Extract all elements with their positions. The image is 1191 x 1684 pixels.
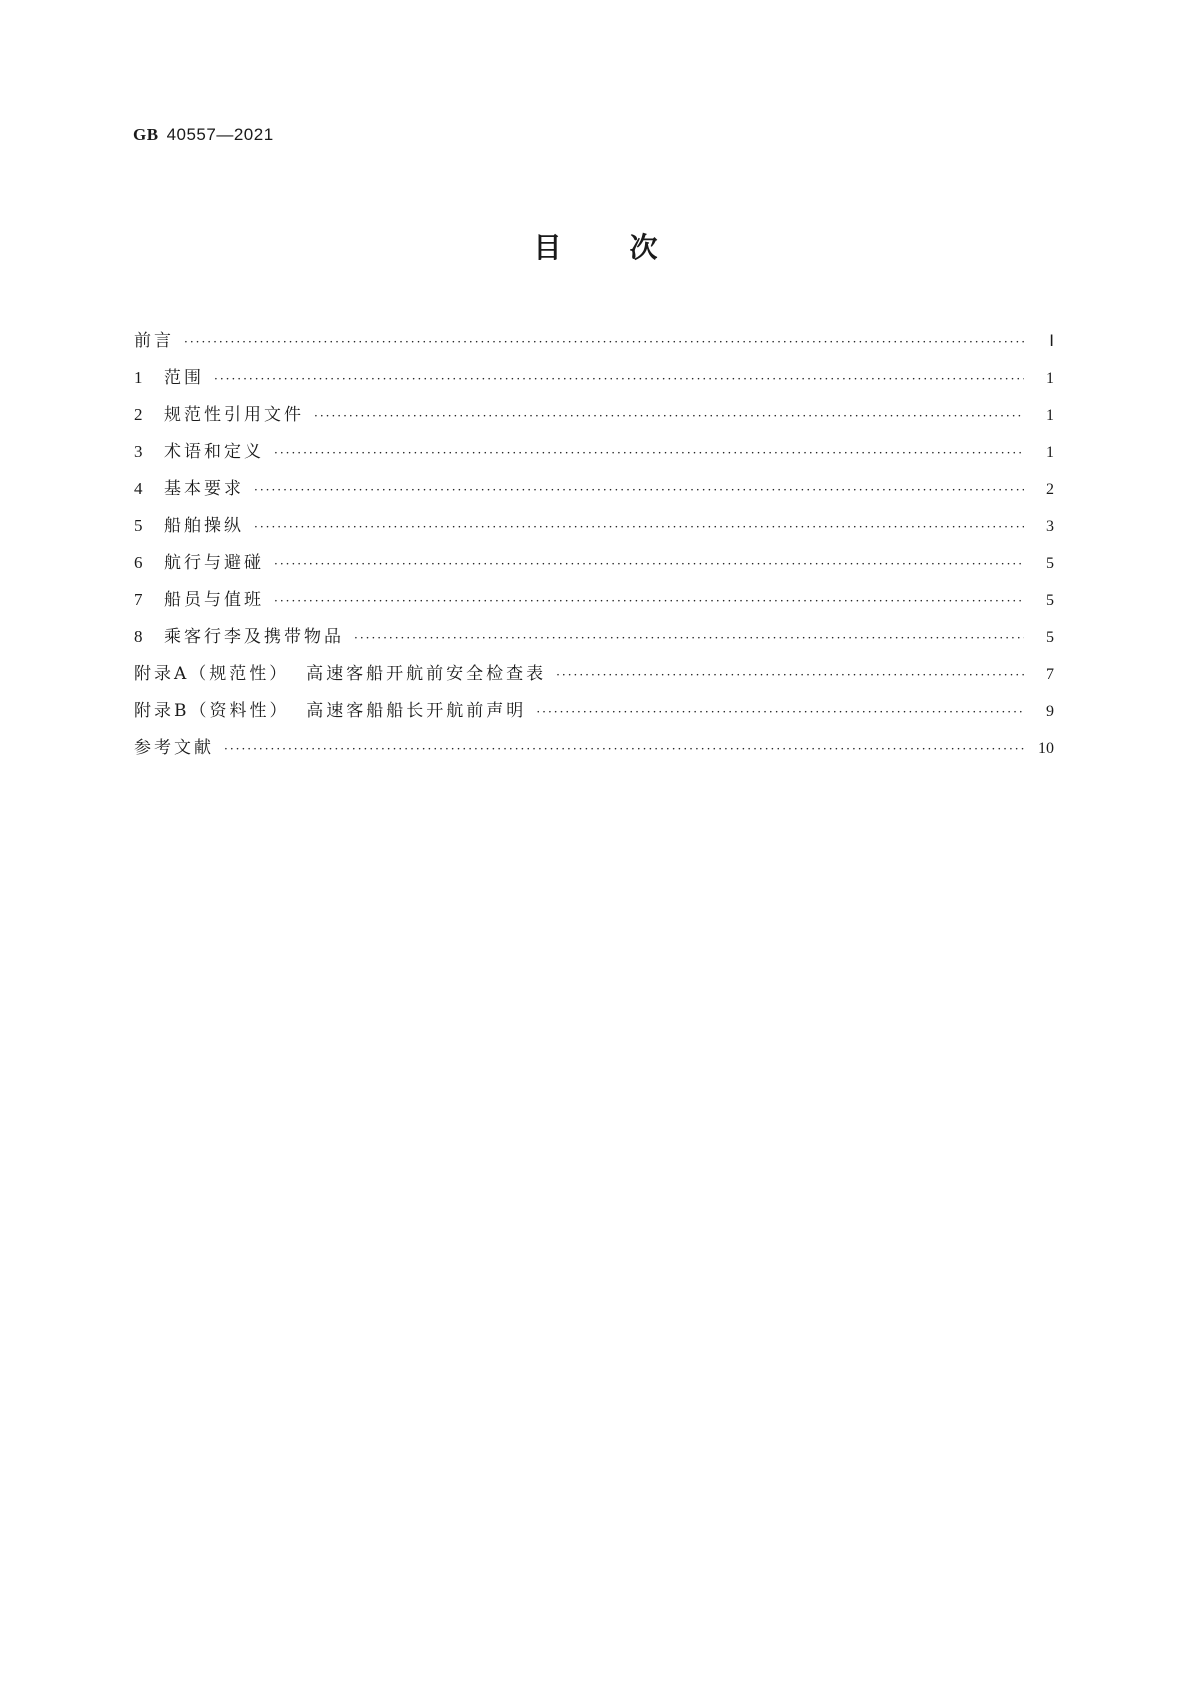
standard-code: [133, 125, 274, 145]
standard-prefix: GB: [133, 125, 159, 144]
toc-entry-page: Ⅰ: [1049, 333, 1054, 350]
dot-leader: [354, 631, 1024, 645]
title-char-1: 目: [533, 231, 562, 264]
toc-entry-number: 2: [134, 405, 143, 424]
toc-entry[interactable]: [134, 733, 1054, 770]
toc-entry-page: 1: [1046, 370, 1054, 387]
toc-entry[interactable]: [134, 437, 1054, 474]
toc-entry-number: 1: [134, 368, 143, 387]
toc-entry-number: 8: [134, 627, 143, 646]
toc-entry[interactable]: [134, 585, 1054, 622]
toc-entry[interactable]: [134, 400, 1054, 437]
toc-entry[interactable]: [134, 622, 1054, 659]
dot-leader: [274, 446, 1024, 460]
toc-entry-page: 9: [1046, 703, 1054, 720]
toc-entry-label: 附录A（规范性） 高速客船开航前安全检查表: [134, 664, 547, 684]
toc-entry-label: 规范性引用文件: [164, 405, 304, 425]
toc-entry-page: 1: [1046, 407, 1054, 424]
dot-leader: [274, 594, 1024, 608]
dot-leader: [214, 372, 1024, 386]
dot-leader: [314, 409, 1024, 423]
toc-entry-label: 乘客行李及携带物品: [164, 627, 344, 647]
toc-entry[interactable]: [134, 548, 1054, 585]
toc-entry-page: 3: [1046, 518, 1054, 535]
dot-leader: [254, 520, 1024, 534]
toc-entry-number: 5: [134, 516, 143, 535]
standard-number: 40557—2021: [166, 125, 274, 144]
dot-leader: [274, 557, 1024, 571]
table-of-contents: [134, 326, 1054, 770]
toc-entry-page: 5: [1046, 592, 1054, 609]
toc-entry-label: 航行与避碰: [164, 553, 264, 573]
page-title: [0, 226, 1191, 266]
toc-entry-label: 参考文献: [134, 738, 214, 758]
toc-entry-number: 6: [134, 553, 143, 572]
toc-entry-label: 附录B（资料性） 高速客船船长开航前声明: [134, 701, 527, 721]
toc-entry[interactable]: [134, 474, 1054, 511]
toc-entry-page: 1: [1046, 444, 1054, 461]
title-char-2: 次: [629, 231, 658, 264]
toc-entry-page: 10: [1038, 740, 1054, 757]
toc-entry-page: 2: [1046, 481, 1054, 498]
toc-entry[interactable]: [134, 659, 1054, 696]
toc-entry[interactable]: [134, 696, 1054, 733]
dot-leader: [254, 483, 1024, 497]
toc-entry[interactable]: [134, 511, 1054, 548]
toc-entry-label: 前言: [134, 331, 174, 351]
toc-entry-label: 范围: [164, 368, 204, 388]
toc-entry-number: 4: [134, 479, 143, 498]
toc-entry-label: 基本要求: [164, 479, 244, 499]
toc-entry-number: 3: [134, 442, 143, 461]
toc-entry-label: 术语和定义: [164, 442, 264, 462]
toc-entry[interactable]: [134, 363, 1054, 400]
toc-entry-page: 5: [1046, 555, 1054, 572]
toc-entry-number: 7: [134, 590, 143, 609]
dot-leader: [536, 705, 1024, 719]
toc-entry-page: 5: [1046, 629, 1054, 646]
toc-entry-label: 船员与值班: [164, 590, 264, 610]
dot-leader: [224, 742, 1024, 756]
toc-entry[interactable]: [134, 326, 1054, 363]
dot-leader: [184, 335, 1024, 349]
toc-entry-label: 船舶操纵: [164, 516, 244, 536]
dot-leader: [556, 668, 1024, 682]
toc-entry-page: 7: [1046, 666, 1054, 683]
